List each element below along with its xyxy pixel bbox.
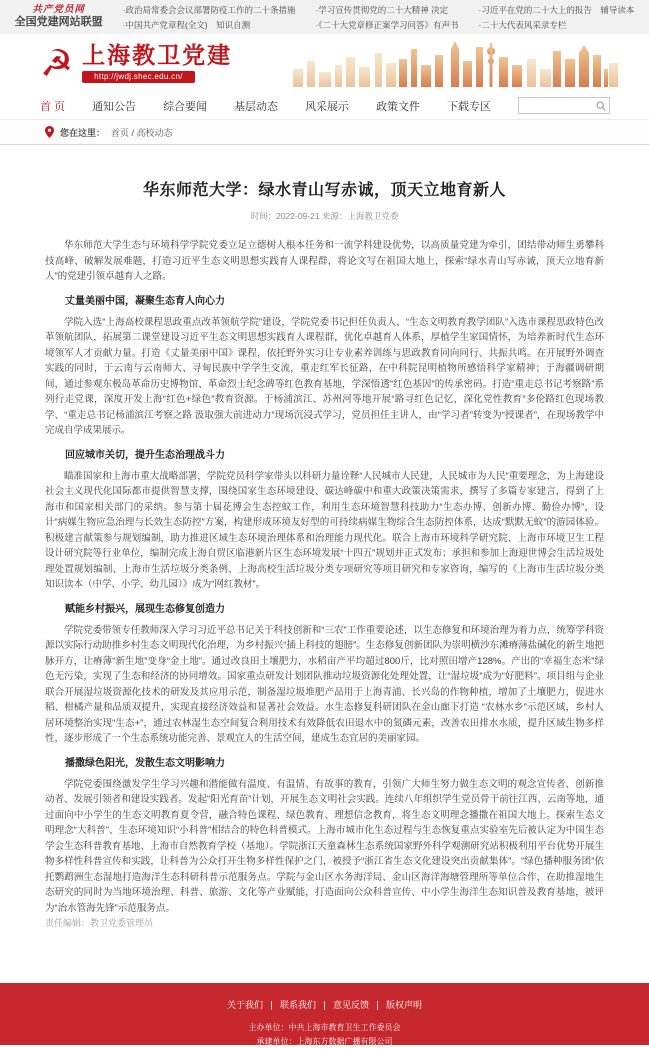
site-url-badge: http://jwdj.shec.edu.cn/ [82,71,195,83]
section-paragraph: 瞄准国家和上海市重大战略部署，学院党员科学家带头以科研力量诠释“人民城市人民建，人民城市为人民”重要理念，为上海建设社会主义现代化国际都市提供智慧支撑，围绕国家生态环境建设、碳达峰碳中和重大政策决策需求，撰写了多篇专家建言，得到了上海市和国家相关部门的采纳。参与第十届花博会生态控蚊工作，利用生态环境智慧科技助力“生态办博、创新办博、勤俭办博”，设计“病媒生物应急治理与长效生态防控”方案，构建形成环境友好型的可持续病媒生物综合生态防控体系，达成“默默无蚊”的游园体验。积极建言献策参与规划编制，助力推进区域生态环境治理体系和治理能力现代化。联合上海市环境科学研究院、上海市环境卫生工程设计研究院等行业单位，编制完成上海自贸区临港新片区生态环境发展“十四五”规划并正式发布；承担和参加上海迎世博会生活垃圾处理处置规划编制、上海市生活垃圾分类条例、上海高校生活垃圾分类专项研究等项目研究和专家咨询，编写的《上海市生活垃圾分类知识读本（中学、小学、幼儿园）》成为“网红教材”。 [45,470,604,590]
nav-item-downloads[interactable]: 下载专区 [447,100,492,113]
main-nav [0,92,649,120]
topbar-link[interactable]: ·学习宣传贯彻党的二十大精神 决定 [315,4,449,15]
article-body [45,238,604,916]
search-box [518,97,610,114]
footer-link-copyright[interactable]: 版权声明 [386,1000,423,1010]
section-paragraph: 学院党委围绕激发学生学习兴趣和潜能做有温度、有温情、有故事的教育，引领广大师生努力做生态文明的观念宣传者、创新推动者、发展引领者和建设实践者。发起“阳光育苗”计划，开展生态文明社会实践。连续八年组织学生党员骨干前往江西、云南等地，通过面向中小学生的生态文明教育夏令营，融合特色课程、绿色教育、理想信念教育，将生态文明理念播撒在祖国大地上。探索生态文明理念“大科普”、生态环境知识“小科普”相结合的特色科普模式。上海市城市化生态过程与生态恢复重点实验室先后被认定为中国生态学会生态科普教育基地、上海市自然教育学校（基地）。学院浙江天童森林生态系统国家野外科学观测研究站积极利用平台优势开展生物多样性科普宣传和实践，让科普为公众打开生物多样性保护之门，被授予“浙江省生态文化建设突出贡献集体”。“绿色播种服务团”依托鹦鹉洲生态湿地打造海洋生态科研科普示范服务点。学院与金山区水务海洋局、金山区海洋海塘管理所等单位合作，在助推湿地生态研究的同时为当地环境治理、科普、旅游、文化等产业赋能，打造面向公众科普宣传、中小学生海洋生态知识普及教育基地，被评为“治水管海先锋”示范服务点。 [45,778,604,914]
nav-item-policies[interactable]: 政策文件 [376,100,421,113]
breadcrumb-label: 您在这里： [60,127,106,138]
section-heading: 回应城市关切，提升生态治理战斗力 [65,449,225,461]
article-container [0,145,649,916]
article-intro-paragraph: 华东师范大学生态与环境科学学院党委立足立德树人根本任务和一流学科建设优势，以高质量党建为牵引，团结带动师生勇攀科技高峰、破解发展难题，打造习近平生态文明思想实践育人课程群，将论文写在祖国大地上，探索“绿水青山写赤诚，顶天立地育新人”的党建引领卓越育人之路。 [45,240,604,282]
search-icon[interactable] [596,101,606,111]
breadcrumb-path[interactable]: 首页 / 高校动态 [111,127,173,138]
editor-note: 责任编辑：教卫党委管理员 [45,918,154,928]
section-paragraph: 学院党委带领专任教师深入学习习近平总书记关于科技创新和“三农”工作重要论述，以生态修复和环境治理为着力点，统筹学科资源以实际行动助推乡村生态文明现代化治理，为乡村振兴“插上科技的翅膀”。生态修复创新团队为崇明横沙东滩瘠薄盐碱化的新生地把脉开方，让瘠薄“新生地”变身“金土地”。通过改良田土壤肥力，水稻亩产平均超过800斤，比对照田增产128%。产出的“幸福生态米”绿色无污染，实现了生态和经济的协同增效。国家重点研发计划团队推动垃圾资源化处理处置，让“湿垃圾”成为“好肥料”。项目组与企业联合开展湿垃圾资源化技术的研发及其应用示范，制备湿垃圾堆肥产品用于上海青浦、长兴岛的作物种植，增加了土壤肥力，促进水稻、柑橘产量和品质双提升，实现直接经济效益和显著社会效益。水生态修复科研团队在金山廊下打造 “农林水乡”示范区域，乡村人居环境整治实现“生态+”，通过农林湿生态空间复合利用技术有效降低农田退水中的氮磷元素，改善农田排水水质，提升区域生物多样性，逐步形成了一个生态系统功能完善、景观宜人的生活空间，建成生态宜居的美丽家园。 [45,624,604,744]
topbar-link-column-3 [479,4,635,31]
section-paragraph: 学院入选“上海高校课程思政重点改革领航学院”建设，学院党委书记担任负责人，“生态文明教育教学团队”入选市课程思政特色改革领航团队，拓展第二课堂建设习近平生态文明思想实践育人课程群，优化卓越育人体系，厚植学生家国情怀，为培养新时代生态环境领军人才贡献力量。打造《丈量美丽中国》课程，依托野外实习让专业素养训练与思政教育同向同行、共振共鸣。在开展野外调查实践的同时，于云南与云南师大、寻甸民族中学学生交流，重走红军长征路，在中科院昆明植物所感悟科学家精神；于海疆调研期间，通过参观东极岛革命历史博物馆、革命烈士纪念碑等红色教育基地，学深悟透“红色基因”的传承密码。打造“重走总书记考察路”系列行走党课，深度开发上海“红色+绿色”教育资源。于杨浦滨江、苏州河等地开展“路寻红色记忆，深化党性教育”多伦路红色现场教学、“重走总书记杨浦滨江考察之路 汲取强大前进动力”现场沉浸式学习，党员担任主讲人，由“学习者”转变为“授课者”，在现场教学中完成自学成果展示。 [45,316,604,436]
nav-item-showcase[interactable]: 风采展示 [305,100,350,113]
site-logo[interactable] [82,43,232,82]
footer-builder: 承建单位：上海东方数据广播有限公司 [256,1037,393,1047]
nav-item-notices[interactable]: 通知公告 [92,100,137,113]
site-footer [0,983,649,1045]
site-title: 上海教卫党建 [82,42,233,69]
topbar-link[interactable]: ·二十大代表风采录专栏 [478,19,567,30]
footer-link-feedback[interactable]: 意见反馈 [325,1001,378,1010]
party-emblem-icon: ☭ [40,42,74,84]
footer-links [219,1001,430,1010]
network-alliance-logo[interactable] [15,5,103,29]
footer-organizer: 主办单位：中共上海市教育卫生工作委员会 [248,1023,401,1032]
topbar-link[interactable]: ·政治局常委会会议部署防疫工作的二十条措施 [122,4,296,15]
footer-link-about[interactable]: 关于我们 [219,1001,272,1010]
topbar-link-column-1 [123,4,296,31]
section-heading: 丈量美丽中国，凝聚生态育人向心力 [65,295,225,307]
nav-item-grassroots[interactable]: 基层动态 [234,100,279,113]
section-heading: 播撒绿色阳光，发散生态文明影响力 [65,757,225,769]
article-meta: 时间：2022-09-21 来源：上海教卫党委 [250,211,399,221]
location-pin-icon [45,126,54,138]
topbar-link[interactable]: ·习近平在党的二十大上的报告 辅导读本 [478,4,635,15]
section-heading: 赋能乡村振兴，展现生态修复创造力 [65,603,225,615]
cpc-member-net-logo-text: 共产党员网 [32,4,85,16]
city-skyline-illustration [291,39,621,87]
alliance-logo-text: 全国党建网站联盟 [14,16,103,29]
article-title: 华东师范大学：绿水青山写赤诚，顶天立地育新人 [142,182,506,199]
nav-item-news[interactable]: 综合要闻 [163,100,208,113]
breadcrumb [0,120,649,145]
search-input[interactable] [519,101,596,111]
footer-link-contact[interactable]: 联系我们 [272,1001,325,1010]
topbar [0,0,649,34]
site-header [0,34,649,92]
topbar-link[interactable]: ·中国共产党章程(全文) 知识自测 [122,19,251,30]
topbar-link[interactable]: ·《二十大党章修正案学习问答》有声书 [315,19,459,30]
topbar-link-column-2 [315,4,458,31]
nav-item-home[interactable]: 首 页 [40,100,66,113]
